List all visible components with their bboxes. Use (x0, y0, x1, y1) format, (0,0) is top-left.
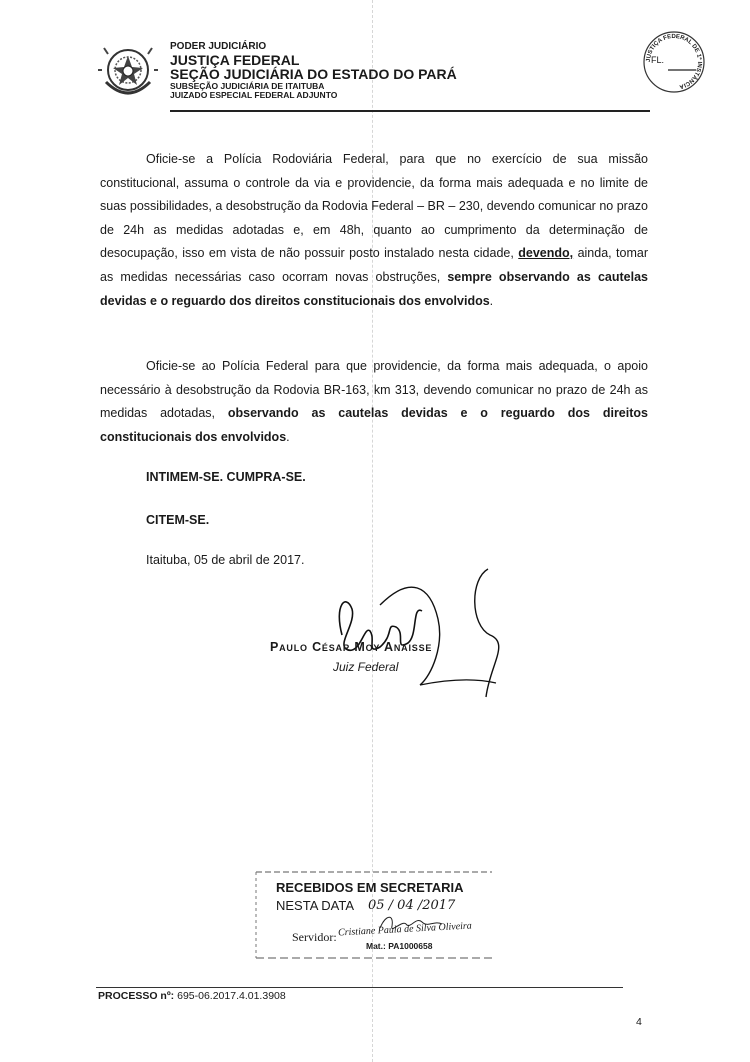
p1-devendo: devendo, (518, 246, 574, 261)
coat-of-arms-emblem (98, 42, 158, 102)
page-numbering-seal (638, 26, 710, 98)
citem-line: CITEM-SE. (146, 513, 210, 527)
letterhead-juizado: JUIZADO ESPECIAL FEDERAL ADJUNTO (170, 89, 338, 100)
header-divider (170, 110, 650, 112)
letterhead-subsecao: SUBSEÇÃO JUDICIÁRIA DE ITAITUBA (170, 80, 325, 91)
judge-name: Paulo César Moy Anaisse (270, 640, 433, 654)
judge-handwritten-signature (320, 565, 520, 705)
processo-number (98, 990, 286, 1002)
seal-fl-label: FL. (651, 55, 665, 65)
paragraph-oficie-pf: Oficie-se ao Polícia Federal para que providencie, da forma mais adequada, o apoio necessário à desobstrução da Rodovia BR-163, km 313, devendo comunicar no prazo de 24h as medidas adotadas, observando as cautelas devidas e o reguardo dos direitos constitucionais dos envolvidos. (100, 359, 648, 444)
stamp-servidor-name: Cristiane Paula de Silva Oliveira (337, 920, 473, 939)
stamp-nesta-data-label: NESTA DATA (276, 898, 355, 913)
p2-cautelas: observando as cautelas devidas e o reguardo dos direitos constitucionais dos envolvidos (100, 406, 648, 444)
processo-label: PROCESSO nº: (98, 990, 175, 1002)
p2-text-a: Oficie-se ao Polícia Federal para que providencie, da forma mais adequada, o apoio necessário à desobstrução da Rodovia BR-163, km 313, devendo comunicar no prazo de 24h as medidas adotadas, (100, 359, 648, 421)
p1-text-c: ainda, tomar as medidas necessárias caso ocorram novas obstruções, (100, 246, 648, 284)
stamp-servidor-label: Servidor: (292, 930, 337, 944)
letterhead-justica: JUSTIÇA FEDERAL (170, 51, 300, 68)
judge-title: Juiz Federal (333, 660, 399, 674)
stamp-matricula: Mat.: PA1000658 (366, 941, 433, 951)
intimem-line: INTIMEM-SE. CUMPRA-SE. (146, 470, 306, 484)
paragraph-oficie-prf: Oficie-se a Polícia Rodoviária Federal, para que no exercício de sua missão constitucional, assuma o controle da via e providencie, da forma mais adequada e no limite de suas possibilidades, a desobstrução da Rodovia Federal – BR – 230, devendo comunicar no prazo de 24h as medidas adotadas e, em 48h, quanto ao cumprimento da determinação de desocupação, isso em vista de não possuir posto instalado nesta cidade, devendo, ainda, tomar as medidas necessárias caso ocorram novas obstruções, sempre observando as cautelas devidas e o reguardo dos direitos constitucionais dos envolvidos. (100, 152, 648, 308)
footer-divider (96, 987, 623, 988)
document-date: Itaituba, 05 de abril de 2017. (146, 553, 305, 567)
stamp-recebidos: RECEBIDOS EM SECRETARIA (276, 880, 464, 895)
stamp-date-handwritten: 05 / 04 /2017 (368, 898, 456, 913)
processo-value: 695-06.2017.4.01.3908 (177, 990, 286, 1002)
seal-ring-text: JUSTIÇA FEDERAL DE 1ª INSTÂNCIA (645, 33, 703, 90)
page-number: 4 (636, 1016, 642, 1028)
letterhead-poder: PODER JUDICIÁRIO (170, 41, 267, 52)
letterhead-secao: SEÇÃO JUDICIÁRIA DO ESTADO DO PARÁ (170, 66, 457, 83)
p1-cautelas: sempre observando as cautelas devidas e o reguardo dos direitos constitucionais dos envolvidos (100, 269, 648, 308)
p1-text-a: Oficie-se a Polícia Rodoviária Federal, para que no exercício de sua missão constitucional, assuma o controle da via e providencie, da forma mais adequada e no limite de suas possibilidades, a desobstrução da Rodovia Federal – BR – 230, devendo comunicar no prazo de 24h as medidas adotadas e, em 48h, quanto ao cumprimento da determinação de desocupação, isso em vista de não possuir posto instalado nesta cidade, (100, 152, 648, 261)
letterhead (170, 42, 457, 100)
